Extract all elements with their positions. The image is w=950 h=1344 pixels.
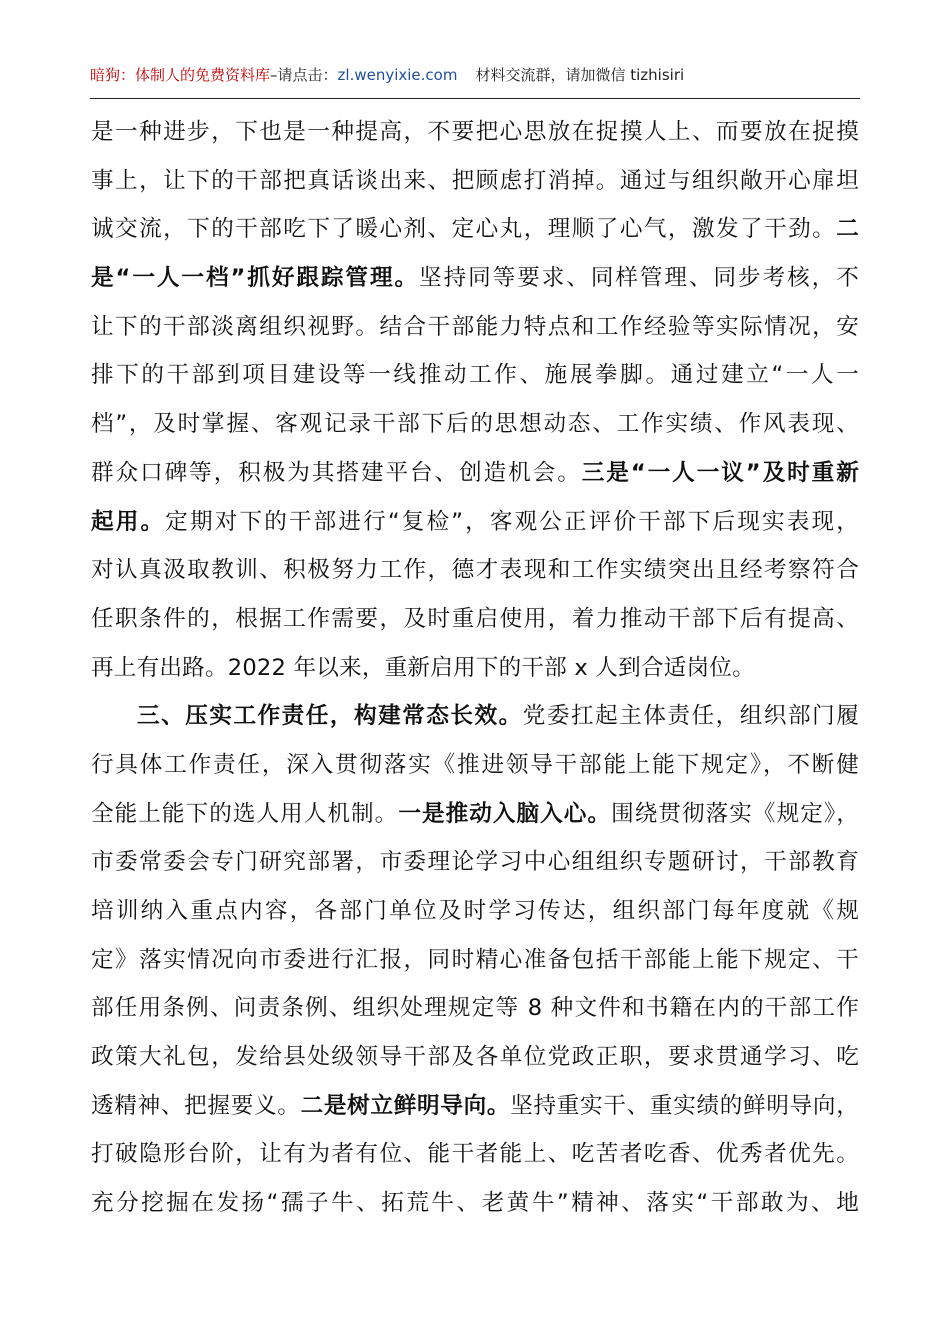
site-name: 暗狗：体制人的免费资料库 (90, 66, 271, 84)
text-line (91, 351, 859, 400)
text-line (91, 1130, 859, 1179)
bold-text: 起用。 (91, 508, 166, 535)
text-segment: 充分挖掘在发扬“孺子牛、拓荒牛、老黄牛”精神、落实“干部敢为、地 (91, 1190, 859, 1217)
text-segment: 部任用条例、问责条例、组织处理规定等 8 种文件和书籍在内的干部工作 (91, 995, 859, 1022)
text-line (91, 790, 859, 839)
text-segment: 坚持同等要求、同样管理、同步考核，不 (419, 265, 859, 292)
text-line (91, 303, 859, 352)
bold-text: 三、压实工作责任，构建常态长效。 (137, 703, 523, 730)
text-segment: 事上，让下的干部把真话谈出来、把顾虑打消掉。通过与组织敞开心扉坦 (91, 167, 859, 194)
text-line (91, 936, 859, 985)
bold-text: 三是“一人一议”及时重新 (581, 459, 859, 486)
text-segment: 行具体工作责任，深入贯彻落实《推进领导干部能上能下规定》，不断健 (91, 751, 859, 778)
text-line (91, 157, 859, 206)
text-line (91, 254, 859, 303)
text-segment: 对认真汲取教训、积极努力工作，德才表现和工作实绩突出且经考察符合 (91, 557, 859, 584)
bold-text: 是“一人一档”抓好跟踪管理。 (91, 265, 420, 292)
bold-text: 一是推动入脑入心。 (398, 800, 612, 827)
text-line (91, 887, 859, 936)
text-line (91, 449, 859, 498)
text-segment: 让下的干部淡离组织视野。结合干部能力特点和工作经验等实际情况，安 (91, 313, 859, 340)
text-line (91, 205, 859, 254)
text-line (91, 741, 859, 790)
site-url-link[interactable]: zl.wenyixie.com (337, 66, 458, 84)
text-line (91, 595, 859, 644)
text-segment: 市委常委会专门研究部署，市委理论学习中心组组织专题研讨，干部教育 (91, 849, 859, 876)
text-segment: 打破隐形台阶，让有为者有位、能干者能上、吃苦者吃香、优秀者优先。 (91, 1141, 859, 1168)
wechat-note: 材料交流群，请加微信 tizhisiri (475, 66, 685, 84)
text-segment: 定》落实情况向市委进行汇报，同时精心准备包括干部能上能下规定、干 (91, 946, 859, 973)
page-header (90, 64, 860, 99)
text-line (91, 546, 859, 595)
text-line (91, 108, 859, 157)
text-segment: 诚交流，下的干部吃下了暖心剂、定心丸，理顺了心气，激发了干劲。 (91, 216, 837, 243)
bold-text: 二 (836, 216, 859, 243)
text-segment: 是一种进步，下也是一种提高，不要把心思放在捉摸人上、而要放在捉摸 (91, 119, 859, 145)
document-body (91, 108, 859, 1228)
text-segment: 政策大礼包，发给县处级领导干部及各单位党政正职，要求贯通学习、吃 (91, 1044, 859, 1071)
text-segment: 培训纳入重点内容，各部门单位及时学习传达，组织部门每年度就《规 (91, 898, 859, 924)
text-segment: 任职条件的，根据工作需要，及时重启使用，着力推动干部下后有提高、 (91, 605, 859, 632)
text-line (91, 400, 859, 449)
text-line (91, 498, 859, 547)
text-segment: 档”，及时掌握、客观记录干部下后的思想动态、工作实绩、作风表现、 (91, 411, 859, 438)
text-segment: 排下的干部到项目建设等一线推动工作、施展拳脚。通过建立“一人一 (91, 362, 859, 389)
text-segment: 群众口碑等，积极为其搭建平台、创造机会。 (91, 459, 582, 486)
text-line (91, 1033, 859, 1082)
text-segment: 党委扛起主体责任，组织部门履 (522, 703, 859, 730)
click-prompt: –请点击： (270, 66, 338, 84)
text-line (91, 984, 859, 1033)
bold-text: 二是树立鲜明导向。 (300, 1092, 511, 1119)
text-segment: 定期对下的干部进行“复检”，客观公正评价干部下后现实表现， (165, 508, 859, 535)
text-segment: 全能上能下的选人用人机制。 (91, 800, 399, 827)
text-segment: 围绕贯彻落实《规定》， (611, 800, 859, 827)
text-segment: 坚持重实干、重实绩的鲜明导向， (510, 1092, 859, 1119)
text-segment: 透精神、把握要义。 (91, 1092, 301, 1119)
text-line (91, 1179, 859, 1228)
text-line (91, 644, 859, 693)
text-line (91, 1082, 859, 1131)
text-line (91, 838, 859, 887)
text-line (91, 692, 859, 741)
text-segment: 再上有出路。2022 年以来，重新启用下的干部 x 人到合适岗位。 (91, 654, 755, 681)
